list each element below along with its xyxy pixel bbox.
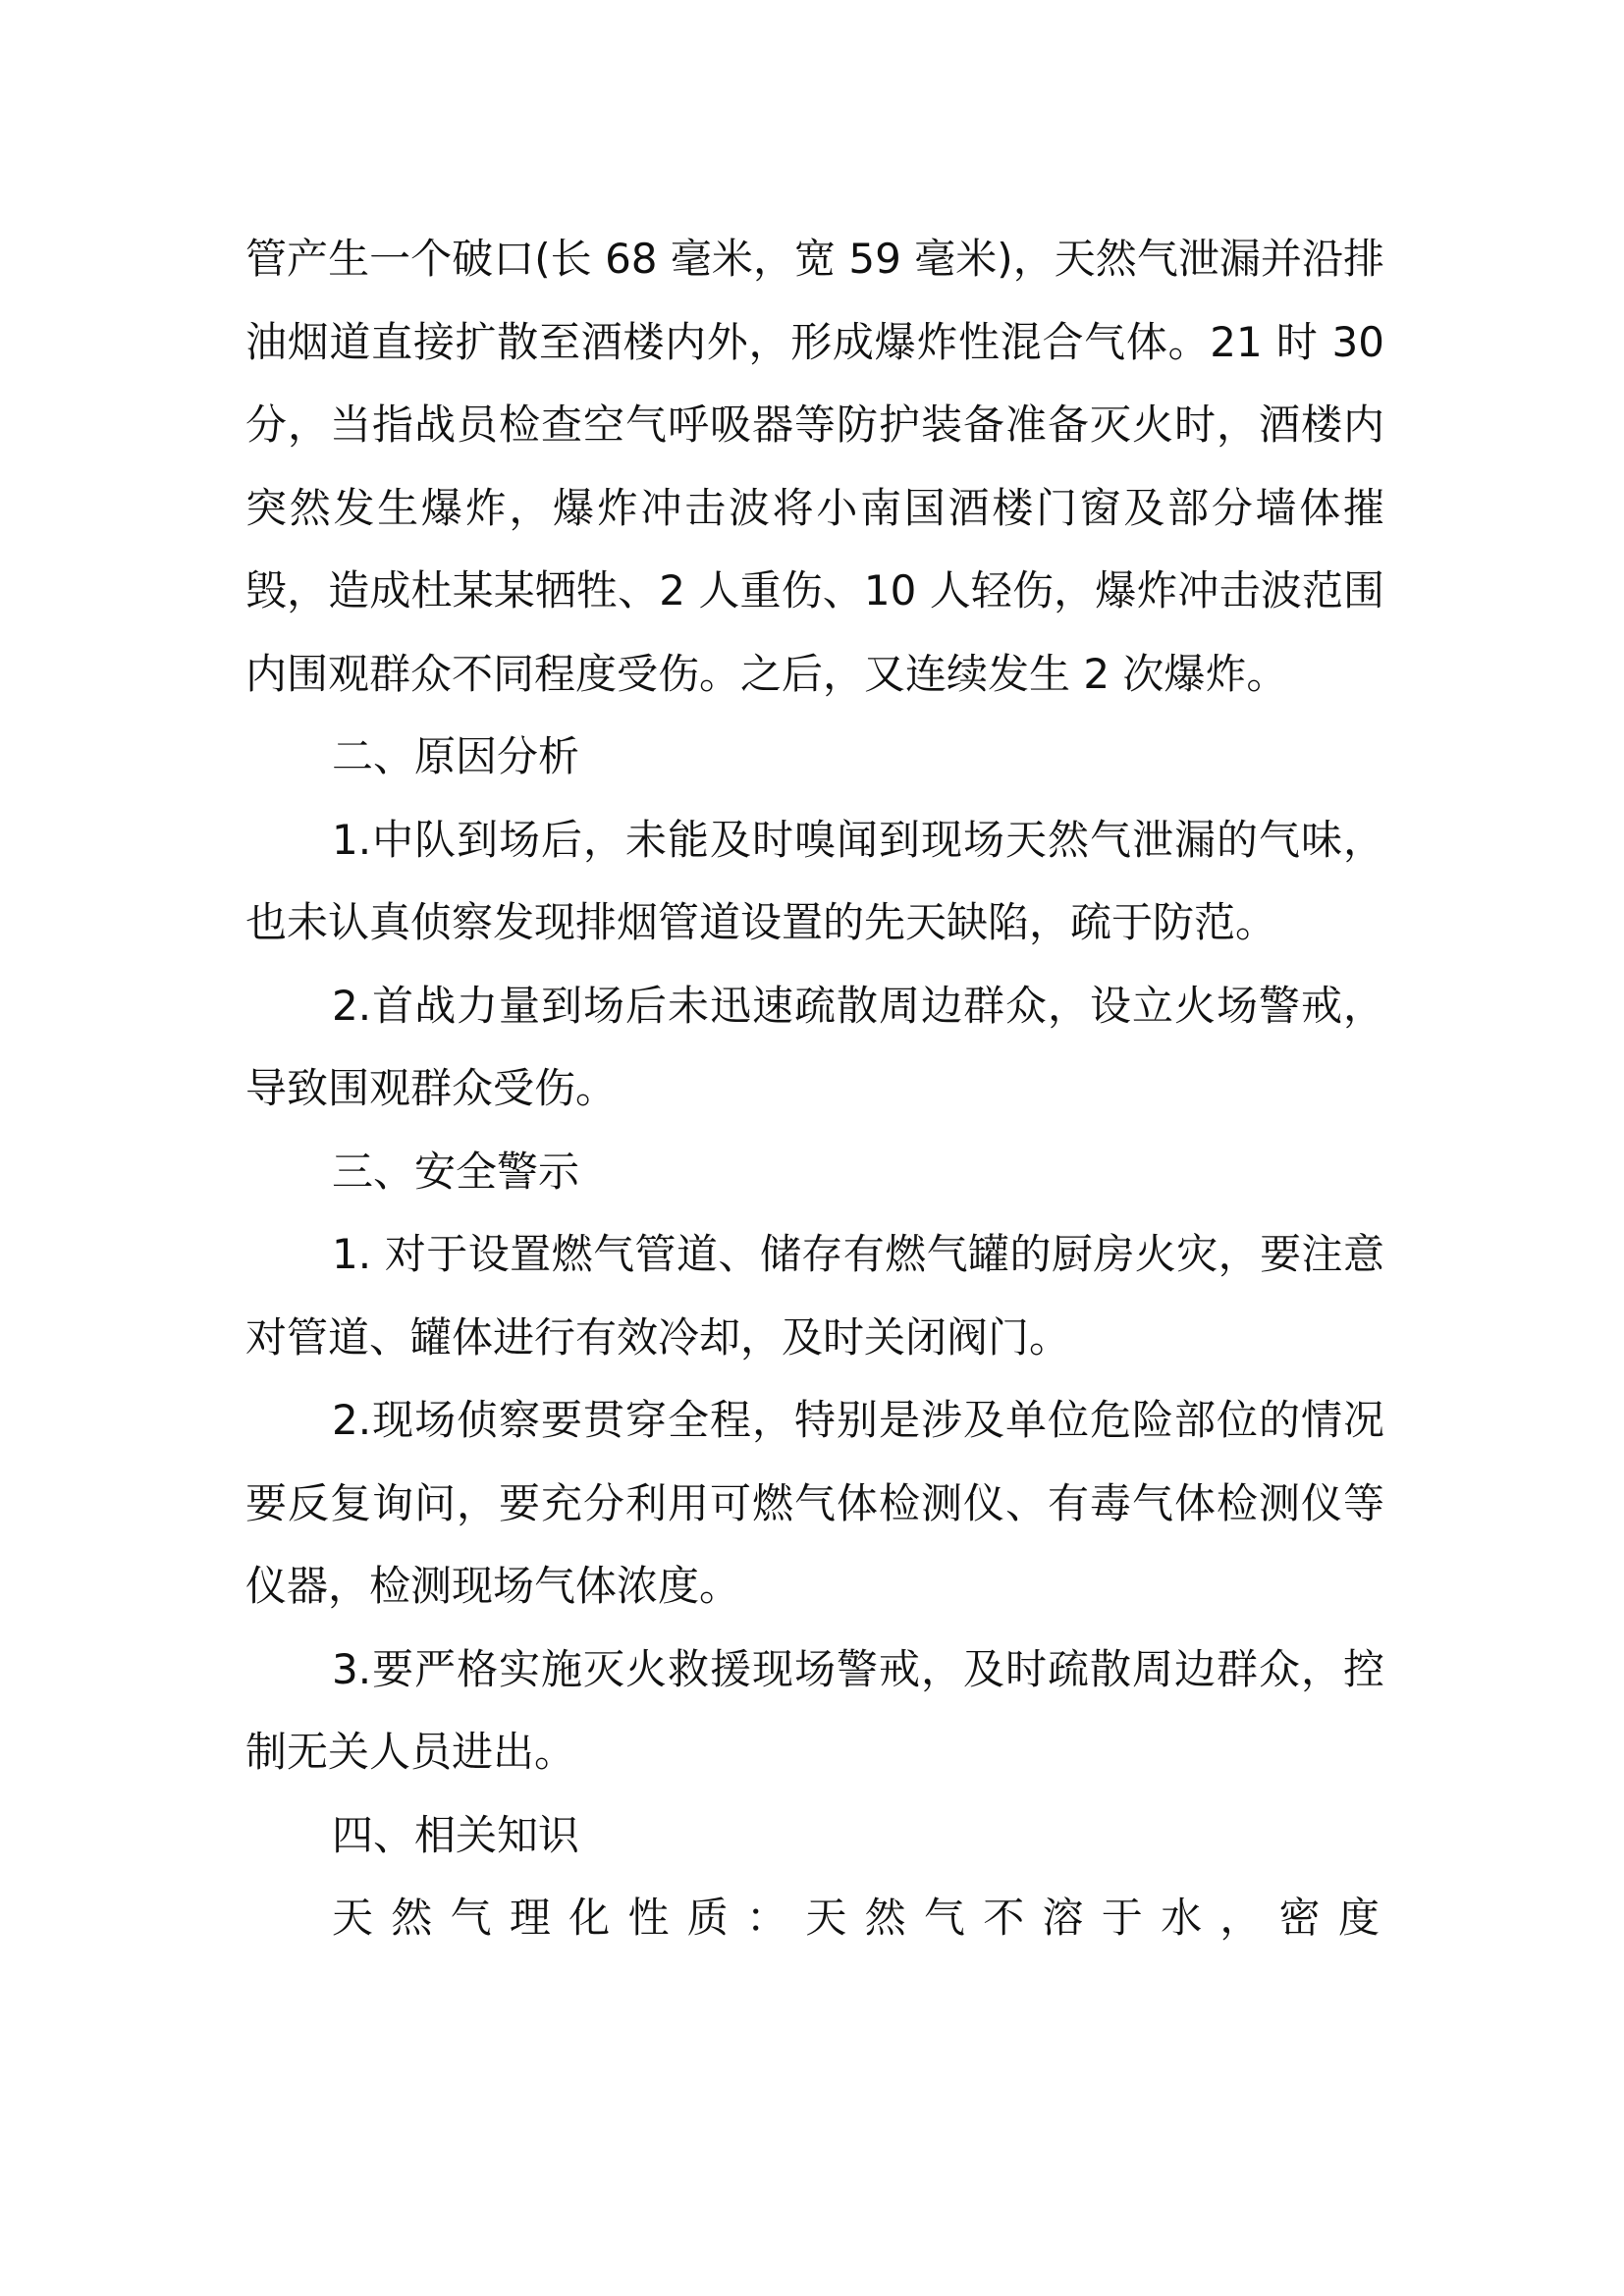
section-heading-safety-warning: 三、安全警示 [332,1147,580,1196]
section-heading-cause-analysis: 二、原因分析 [332,732,580,780]
paragraph-incident-description: 管产生一个破口(长 68 毫米，宽 59 毫米)，天然气泄漏并沿排油烟道直接扩散至酒楼内外，形成爆炸性混合气体。21 时 30 分，当指战员检查空气呼吸器等防护装备准备灭火时，酒楼内突然发生爆炸，爆炸冲击波将小南国酒楼门窗及部分墙体摧毁，造成杜某某牺牲、2 人重伤、10 人轻伤，爆炸冲击波范围内围观群众不同程度受伤。之后，又连续发生 2 次爆炸。 [245,235,1384,698]
cause-item-2: 2.首战力量到场后未迅速疏散周边群众，设立火场警戒，导致围观群众受伤。 [245,981,1384,1112]
document-body [245,218,1384,1960]
warning-item-1: 1. 对于设置燃气管道、储存有燃气罐的厨房火灾，要注意对管道、罐体进行有效冷却，及时关闭阀门。 [245,1230,1384,1362]
cause-item-1: 1.中队到场后，未能及时嗅闻到现场天然气泄漏的气味，也未认真侦察发现排烟管道设置的先天缺陷，疏于防范。 [245,815,1384,946]
warning-item-3: 3.要严格实施灭火救援现场警戒，及时疏散周边群众，控制无关人员进出。 [245,1644,1384,1776]
paragraph-natural-gas-properties: 天然气理化性质：天然气不溶于水，密度 [332,1894,1384,1942]
section-heading-related-knowledge: 四、相关知识 [332,1810,580,1859]
warning-item-2: 2.现场侦察要贯穿全程，特别是涉及单位危险部位的情况要反复询问，要充分利用可燃气体检测仪、有毒气体检测仪等仪器，检测现场气体浓度。 [245,1396,1384,1610]
